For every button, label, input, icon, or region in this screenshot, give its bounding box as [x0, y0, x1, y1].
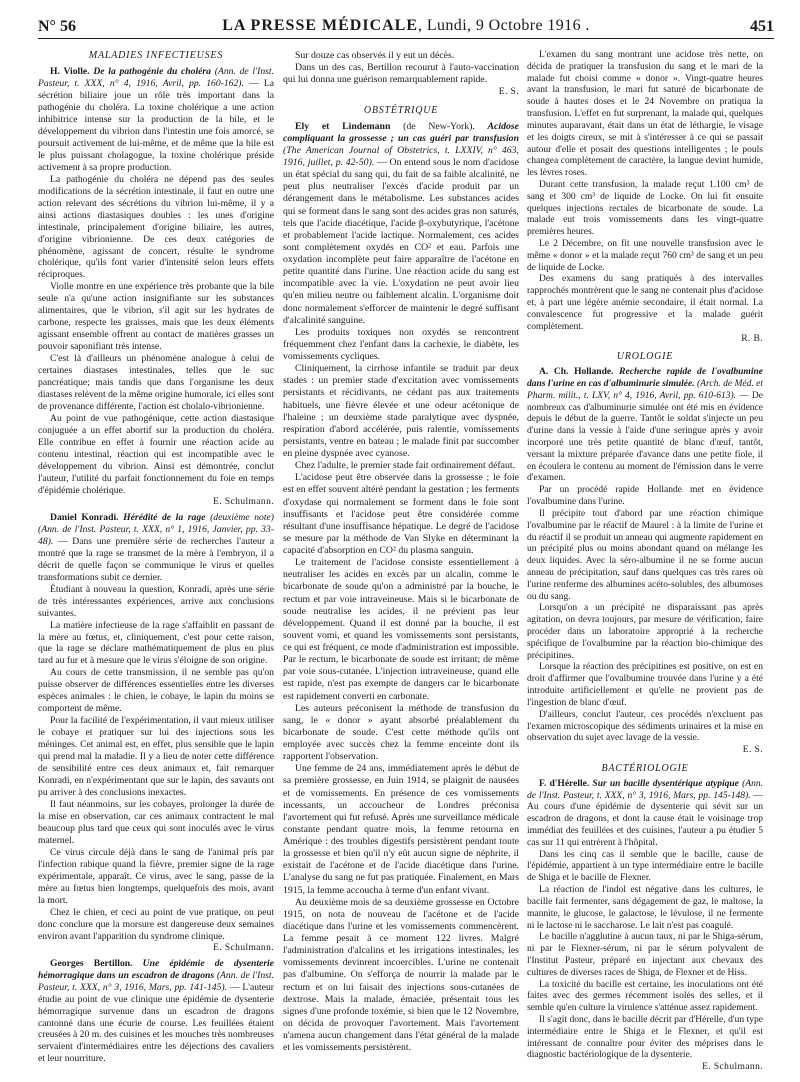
journal-name: LA PRESSE MÉDICALE [222, 17, 419, 34]
paragraph: Une femme de 24 ans, immédiatement après le début de sa première grossesse, en Juin 1914, se plaignit de nausées et de vomissements. En présence de ces vomissements incessants, un accoucheur de Londres préconisa l'avortement qui fut refusé. Après une surveillance médicale constante pendant quatre mois, la femme retourna en Amérique : des troubles digestifs persistèrent pendant toute la grossesse et bien qu'il n'y eût aucun signe de néphrite, il existait de l'acétone et de l'acide diacétique dans l'urine. L'analyse du sang ne fut pas pratiquée. Finalement, en Mars 1915, la femme accoucha à terme d'un enfant vivant. [283, 763, 519, 896]
paragraph: Des examens du sang pratiqués à des intervalles rapprochés montrèrent que le sang ne contenait plus d'acidose et, à part une légère anémie secondaire, il était normal. La convalescence fut progressive et la malade guérit complètement. [527, 274, 763, 332]
article-author: H. Violle. [50, 65, 90, 77]
signature: R. B. [741, 333, 763, 344]
paragraph: C'est là d'ailleurs un phénomène analogue à celui de certaines diastases intestinales, telles que le suc pancréatique; mais tandis que dans l'organisme les deux diastases relèvent de la même origine humorale, ici elles sont de provenance différente, l'action est cholalo-vibrionienne. [38, 353, 274, 413]
paragraph: Le bacille n'agglutine à aucun taux, ni par le Shiga-sérum, ni par le Flexner-sérum, ni par le sérum polyvalent de l'Institut Pasteur, préparé en injectant aux chevaux des cultures de diverses races de Shiga, de Flexner et de Hiss. [527, 932, 763, 978]
paragraph: L'examen du sang montrant une acidose très nette, on décida de pratiquer la transfusion du sang et le mari de la malade fut choisi comme « donor ». Vingt-quatre heures avant la transfusion, le mari fut saturé de bicarbonate de soude à hautes doses et le 24 Novembre on pratiqua la transfusion. L'effet en fut surprenant, la malade qui, quelques minutes auparavant, était dans un état de léthargie, le visage et les doigts cireux, se mit à s'intéresser à ce qui se passait autour d'elle et posait des questions intelligentes ; le pouls changea complètement de caractère, la langue devint humide, les lèvres roses. [527, 50, 763, 179]
paragraph: D'ailleurs, conclut l'auteur, ces procédés n'excluent pas l'examen microscopique des sédiments urinaires et la mise en observation du sujet avec lavage de la vessie. [527, 709, 763, 744]
paragraph: La réaction de l'indol est négative dans les cultures, le bacille fait fermenter, sans dégagement de gaz, le maltose, la mannite, le glucose, le galactose, le lévulose, il ne fermente ni le lactose ni le saccharose. Le lait n'est pas coagulé. [527, 885, 763, 931]
paragraph: Ce virus circule déjà dans le sang de l'animal pris par l'infection rabique quand la fièvre, premier signe de la rage expérimentale, apparaît. Ce virus, avec le sang, passe de la mère au fœtus bien longtemps, quelquefois des mois, avant la mort. [38, 846, 274, 906]
article-author: Ely et Lindemann [295, 120, 391, 132]
article-text: — On entend sous le nom d'acidose un état spécial du sang qui, du fait de sa faible alcalinité, ne peut plus neutraliser l'excès d'acide produit par un dérangement dans le métabolisme. Les substances acides qui se forment dans le sang sont des acides gras non saturés, tels que l'acide diacétique, l'acide β-oxybutyrique, l'acétone et probablement l'acide lactique. Normalement, ces acides sont complètement oxydés en CO² et eau. Parfois une oxydation incomplète peut faire apparaître de l'acétone en petite quantité dans l'urine. Une réaction acide du sang est incompatible avec la vie. L'oxydation ne peut avoir lieu qu'en milieu neutre ou faiblement alcalin. L'organisme doit donc normalement s'efforcer de maintenir le degré suffisant d'alcalinité sanguine. [283, 157, 519, 326]
article-author: A. Ch. Hollande. [539, 367, 614, 378]
journal-title [38, 17, 774, 35]
paragraph: Les produits toxiques non oxydés se rencontrent fréquemment chez l'enfant dans la cachexie, le diabète, les vomissements cycliques. [283, 326, 519, 362]
article-intro [527, 367, 763, 485]
issue-date: , Lundi, 9 Octobre 1916 . [418, 17, 590, 34]
signature: E. Schulmann. [213, 496, 274, 507]
article-reference: (Ann. de l'Inst. Pasteur, t. XXX, n° 3, 1916, Mars, pp. 145-148). [527, 778, 763, 801]
paragraph: Chez le chien, et ceci au point de vue pratique, on peut donc conclure que la morsure est dangereuse deux semaines environ avant l'apparition du syndrome clinique. [38, 906, 274, 942]
article-reference: (Arch. de Méd. et Pharm. milit., t. LXV, n° 4, 1916, Avril, pp. 610-613). [527, 378, 763, 401]
paragraph: Dans un des cas, Bertillon recourut à l'auto-vaccination qui lui donna une guérison remarquablement rapide. [283, 62, 519, 86]
paragraph: Il s'agit donc, dans le bacille décrit par d'Hérelle, d'un type intermédiaire entre le Shiga et le Flexner, et qu'il est intéressant de connaître pour éviter des méprises dans le diagnostic bactériologique de la dysenterie. [527, 1015, 763, 1061]
paragraph: Il faut néanmoins, sur les cobayes, prolonger la durée de la mise en observation, car ces animaux contractent le mal beaucoup plus tard que ceux qui sont inoculés avec le virus maternel. [38, 799, 274, 846]
paragraph: La pathogénie du choléra ne dépend pas des seules modifications de la sécrétion intestinale, il faut en outre une action relevant des sécrétions du vibrion lui-même, il y a ainsi actions diastasiques doubles : les unes d'origine intestinale, principalement d'origine biliaire, les autres, d'origine vibrionienne. De ces deux catégories de phénomène, agissant de concert, résulte le syndrome cholérique, qu'ils font varier d'intensité selon leurs effets réciproques. [38, 173, 274, 281]
paragraph: Les auteurs préconisent la méthode de transfusion du sang, le « donor » ayant absorbé préalablement du bicarbonate de soude. C'est cette méthode qu'ils ont employée avec succès chez la femme enceinte dont ils rapportent l'observation. [283, 702, 519, 763]
article-text: — De nombreux cas d'albuminurie simulée ont été mis en évidence depuis le début de la guerre. Tantôt le soldat s'injecte un peu d'urine dans la vessie à l'aide d'une seringue après y avoir incorporé une très petite quantité de blanc d'œuf, tantôt, versant la mixture préparée d'avance dans une petite fiole, il en écoulera le contenu au moment de l'émission dans le verre d'examen. [527, 390, 763, 484]
signature: E. S. [498, 87, 519, 98]
paragraph: Par un procédé rapide Hollande met en évidence l'ovalbumine dans l'urine. [527, 485, 763, 508]
article-title: Sur un bacille dysentérique atypique [592, 778, 739, 789]
paragraph: Au point de vue pathogénique, cette action diastasique conjuguée a un effet abortif sur la production du choléra. Elle contribue en effet à fournir une réaction acide au contenu intestinal, réaction qui est incompatible avec le développement du vibrion. Ainsi est démontrée, conclut l'auteur, l'utilité du parfait fonctionnement du foie en temps d'épidémie cholérique. [38, 413, 274, 496]
article-reference: (Ann. de l'Inst. Pasteur, t. XXX, n° 4, 1916, Avril, pp. 160-162). [38, 65, 274, 89]
signature: E. S. [742, 745, 763, 756]
article-text: — L'auteur étudie au point de vue clinique une épidémie de dysenterie hémorragique survenue dans un escadron de dragons cantonné dans une écurie de course. Les feuillées étaient creusées à 20 m. des cuisines et les mouches très nombreuses servaient d'intermédiaires entre les déjections des cavaliers et leur nourriture. [38, 981, 274, 1065]
paragraph: La toxicité du bacille est certaine, les inoculations ont été faites avec des germes récemment isolés des selles, et il semble qu'en culture la virulence s'atténue assez rapidement. [527, 979, 763, 1014]
article-author: Georges Bertillon. [50, 957, 133, 969]
paragraph: Au cours de cette transmission, il ne semble pas qu'on puisse observer de différences essentielles entre les diverses espèces animales : le chien, le cobaye, le lapin du moins se comportent de même. [38, 667, 274, 715]
paragraph: Il précipite tout d'abord par une réaction chimique l'ovalbumine par le réactif de Maurel : à la limite de l'urine et du réactif il se produit un anneau qui augmente rapidement en un précipité plus ou moins abondant quand on mélange les deux liquides. Avec la séro-albumine il ne se forme aucun anneau de précipitation, sauf dans quelques cas très rares où l'urine renferme des albumines acéto-solubles, des albumoses ou du sang. [527, 508, 763, 602]
article-intro [38, 512, 274, 584]
paragraph: Violle montre en une expérience très probante que la bile seule n'a qu'une action insignifiante sur les substances alimentaires, que le vibrion, s'il agit sur les hydrates de carbone, respecte les graisses, mais que les deux éléments agissant ensemble offrent au contact de matières grasses un pouvoir saponifiant très intense. [38, 281, 274, 353]
article-reference: (deuxième note) (Ann. de l'Inst. Pasteur, t. XXX, n° 1, 1916, Janvier, pp. 33-48). [38, 511, 274, 547]
page-number-right: 451 [750, 18, 774, 35]
paragraph: L'acidose peut être observée dans la grossesse ; le foie est en effet souvent altéré pendant la gestation ; les ferments d'oxydase qui normalement se forment dans le foie sont insuffisants et l'acidose peut être considérée comme résultant d'une insuffisance hépatique. Le degré de l'acidose se mesure par la méthode de Van Slyke en déterminant la capacité d'absorption en CO² du plasma sanguin. [283, 472, 519, 556]
paragraph: Cliniquement, la cirrhose infantile se traduit par deux stades : un premier stade d'excitation avec vomissements persistants et récidivants, ne cédant pas aux traitements habituels, une fièvre élevée et une odeur acétonique de l'haleine ; un deuxième stade paralytique avec dyspnée, respiration d'abord accélérée, puis ralentie, vomissements persistants, ventre en bateau ; le malade finit par succomber en pleine dyspnée avec cyanose. [283, 363, 519, 459]
article-reference: (The American Journal of Obstetrics, t. LXXIV, n° 463, 1916, juillet, p. 42-50). [283, 144, 519, 168]
article-title: Hérédité de la rage [123, 511, 206, 523]
article-author: Daniel Konradi. [50, 511, 119, 523]
paragraph: Lorsqu'on a un précipité ne disparaissant pas après agitation, on devra toujours, par mesure de vérification, faire procéder dans un laboratoire approprié à la recherche spécifique de l'ovalbumine par la réaction bio-chimique des précipitines. [527, 603, 763, 661]
paragraph: Chez l'adulte, le premier stade fait ordinairement défaut. [295, 460, 516, 472]
article-text: — Dans une première série de recherches l'auteur a montré que la rage se transmet de la mère à l'embryon, il a décrit de quelle façon se communique le virus et quelles transformations subit ce dernier. [38, 535, 274, 583]
article-author: F. d'Hérelle. [539, 778, 590, 789]
author-place: (de New-York). [403, 120, 475, 132]
paragraph: Dans les cinq cas il semble que le bacille, cause de l'épidémie, appartient à un type intermédiaire entre le bacille de Shiga et le bacille de Flexner. [527, 849, 763, 884]
paragraph: Le 2 Décembre, on fit une nouvelle transfusion avec le même « donor » et la malade reçut 760 cm³ de sang et un peu de liquide de Locke. [527, 239, 763, 273]
section-rubric: UROLOGIE [616, 351, 674, 363]
article-intro [38, 958, 274, 1066]
article-text: — Au cours d'une épidémie de dysenterie qui sévit sur un escadron de dragons, et dont la cause était le voisinage trop immédiat des feuillées et des cuisines, l'auteur a pu étudier 5 cas sur 11 qui entrèrent à l'hôpital. [527, 790, 763, 848]
article-title: Recherche rapide de l'ovalbumine dans l'urine en cas d'albuminurie simulée. [527, 367, 763, 389]
paragraph: La matière infectieuse de la rage s'affaiblit en passant de la mère au fœtus, et, cliniquement, c'est pour cette raison, que la rage se déclare mathématiquement de plus en plus tard au fur et à mesure que le virus s'éloigne de son origine. [38, 619, 274, 667]
paragraph: Sur douze cas observés il y eut un décès. [295, 50, 455, 61]
paragraph: Pour la facilité de l'expérimentation, il vaut mieux utiliser le cobaye et pratiquer sur lui des injections sous les méninges. Cet animal est, en effet, plus sensible que le lapin qui prend mal la maladie. Il y a lieu de noter cette différence de sensibilité entre ces deux animaux et, fait remarquer Konradi, en n'expérimentant que sur le lapin, des savants ont pu arriver à des conclusions inexactes. [38, 715, 274, 799]
page-number-left: N° 56 [38, 18, 76, 35]
article-title: De la pathogénie du choléra [93, 65, 211, 77]
column-1 [38, 50, 274, 1075]
article-intro [283, 121, 519, 327]
paragraph: Étudiant à nouveau la question, Konradi, après une série de très intéressantes expériences, arrive aux conclusions suivantes. [38, 583, 274, 619]
article-intro [527, 779, 763, 850]
column-3 [527, 50, 763, 1075]
paragraph: Durant cette transfusion, la malade reçut 1.100 cm³ de sang et 300 cm³ de liquide de Locke. On lui fit ensuite quelques injections rectales de bicarbonate de soude. La malade eut trois vomissements dans les vingt-quatre premières heures. [527, 179, 763, 238]
article-title: Une épidémie de dysenterie hémorragique dans un escadron de dragons [38, 957, 274, 981]
column-2 [283, 50, 519, 1075]
section-rubric: MALADIES INFECTIEUSES [88, 50, 224, 61]
article-intro [38, 66, 274, 174]
signature: E. Schulmann. [702, 1062, 763, 1073]
paragraph: Au deuxième mois de sa deuxième grossesse en Octobre 1915, on nota de nouveau de l'acétone et de l'acide diacétique dans l'urine et les vomissements commencèrent. La femme pesait à ce moment 122 livres. Malgré l'administration d'alcalins et les irrigations intestinales, les vomissements devinrent incoercibles. L'urine ne contenait pas d'albumine. On s'efforça de nourrir la malade par le rectum et on lui faisait des injections sous-cutanées de dextrose. Mais la malade, émaciée, présentait tous les signes d'une profonde toxémie, si bien que le 12 Novembre, on décida de provoquer l'avortement. Mais l'avortement n'amena aucun changement dans l'état général de la malade et les vomissements persistèrent. [283, 896, 519, 1054]
article-text: — La sécrétion biliaire joue un rôle très important dans la pathogénie du choléra. La toxine cholérique a une action inhibitrice intense sur la production de la bile, et le développement du vibrion dans l'intestin une fois amorcé, se poursuit activement de lui-même, et de même que la bile est le plus puissant cholagogue, la toxine cholérique préside activement à sa propre production. [38, 77, 274, 173]
paragraph: Le traitement de l'acidose consiste essentiellement à neutraliser les acides en excès par un alcalin, comme le bicarbonate de soude qu'on a administré par la bouche, le rectum et par voie intraveineuse. Mais si le bicarbonate de soude neutralise les acides, il ne prévient pas leur développement. Quand il est donné par la bouche, il est souvent vomi, et quand les vomissements sont persistants, ce qui est fréquent, ce mode d'administration est impossible. Par le rectum, le bicarbonate de soude est irritant; de même par voie sous-cutanée. L'injection intraveineuse, quand elle est rapide, n'est pas exempte de dangers car le bicarbonate est rapidement converti en carbonate. [283, 557, 519, 702]
article-title: Acidose compliquant la grossesse ; un cas guéri par transfusion [283, 120, 519, 144]
section-rubric: OBSTÉTRIQUE [363, 104, 439, 116]
section-rubric: BACTÉRIOLOGIE [601, 762, 689, 774]
article-reference: (Ann. de l'Inst. Pasteur, t. XXX, n° 3, 1916, Mars, pp. 141-145). [38, 969, 274, 993]
page-header [38, 14, 774, 39]
paragraph: Lorsque la réaction des précipitines est positive, on est en droit d'affirmer que l'ovalbumine trouvée dans l'urine y a été introduite artificiellement et qu'elle ne provient pas de l'ingestion de blanc d'œuf. [527, 662, 763, 708]
signature: E. Schulmann. [213, 942, 274, 953]
